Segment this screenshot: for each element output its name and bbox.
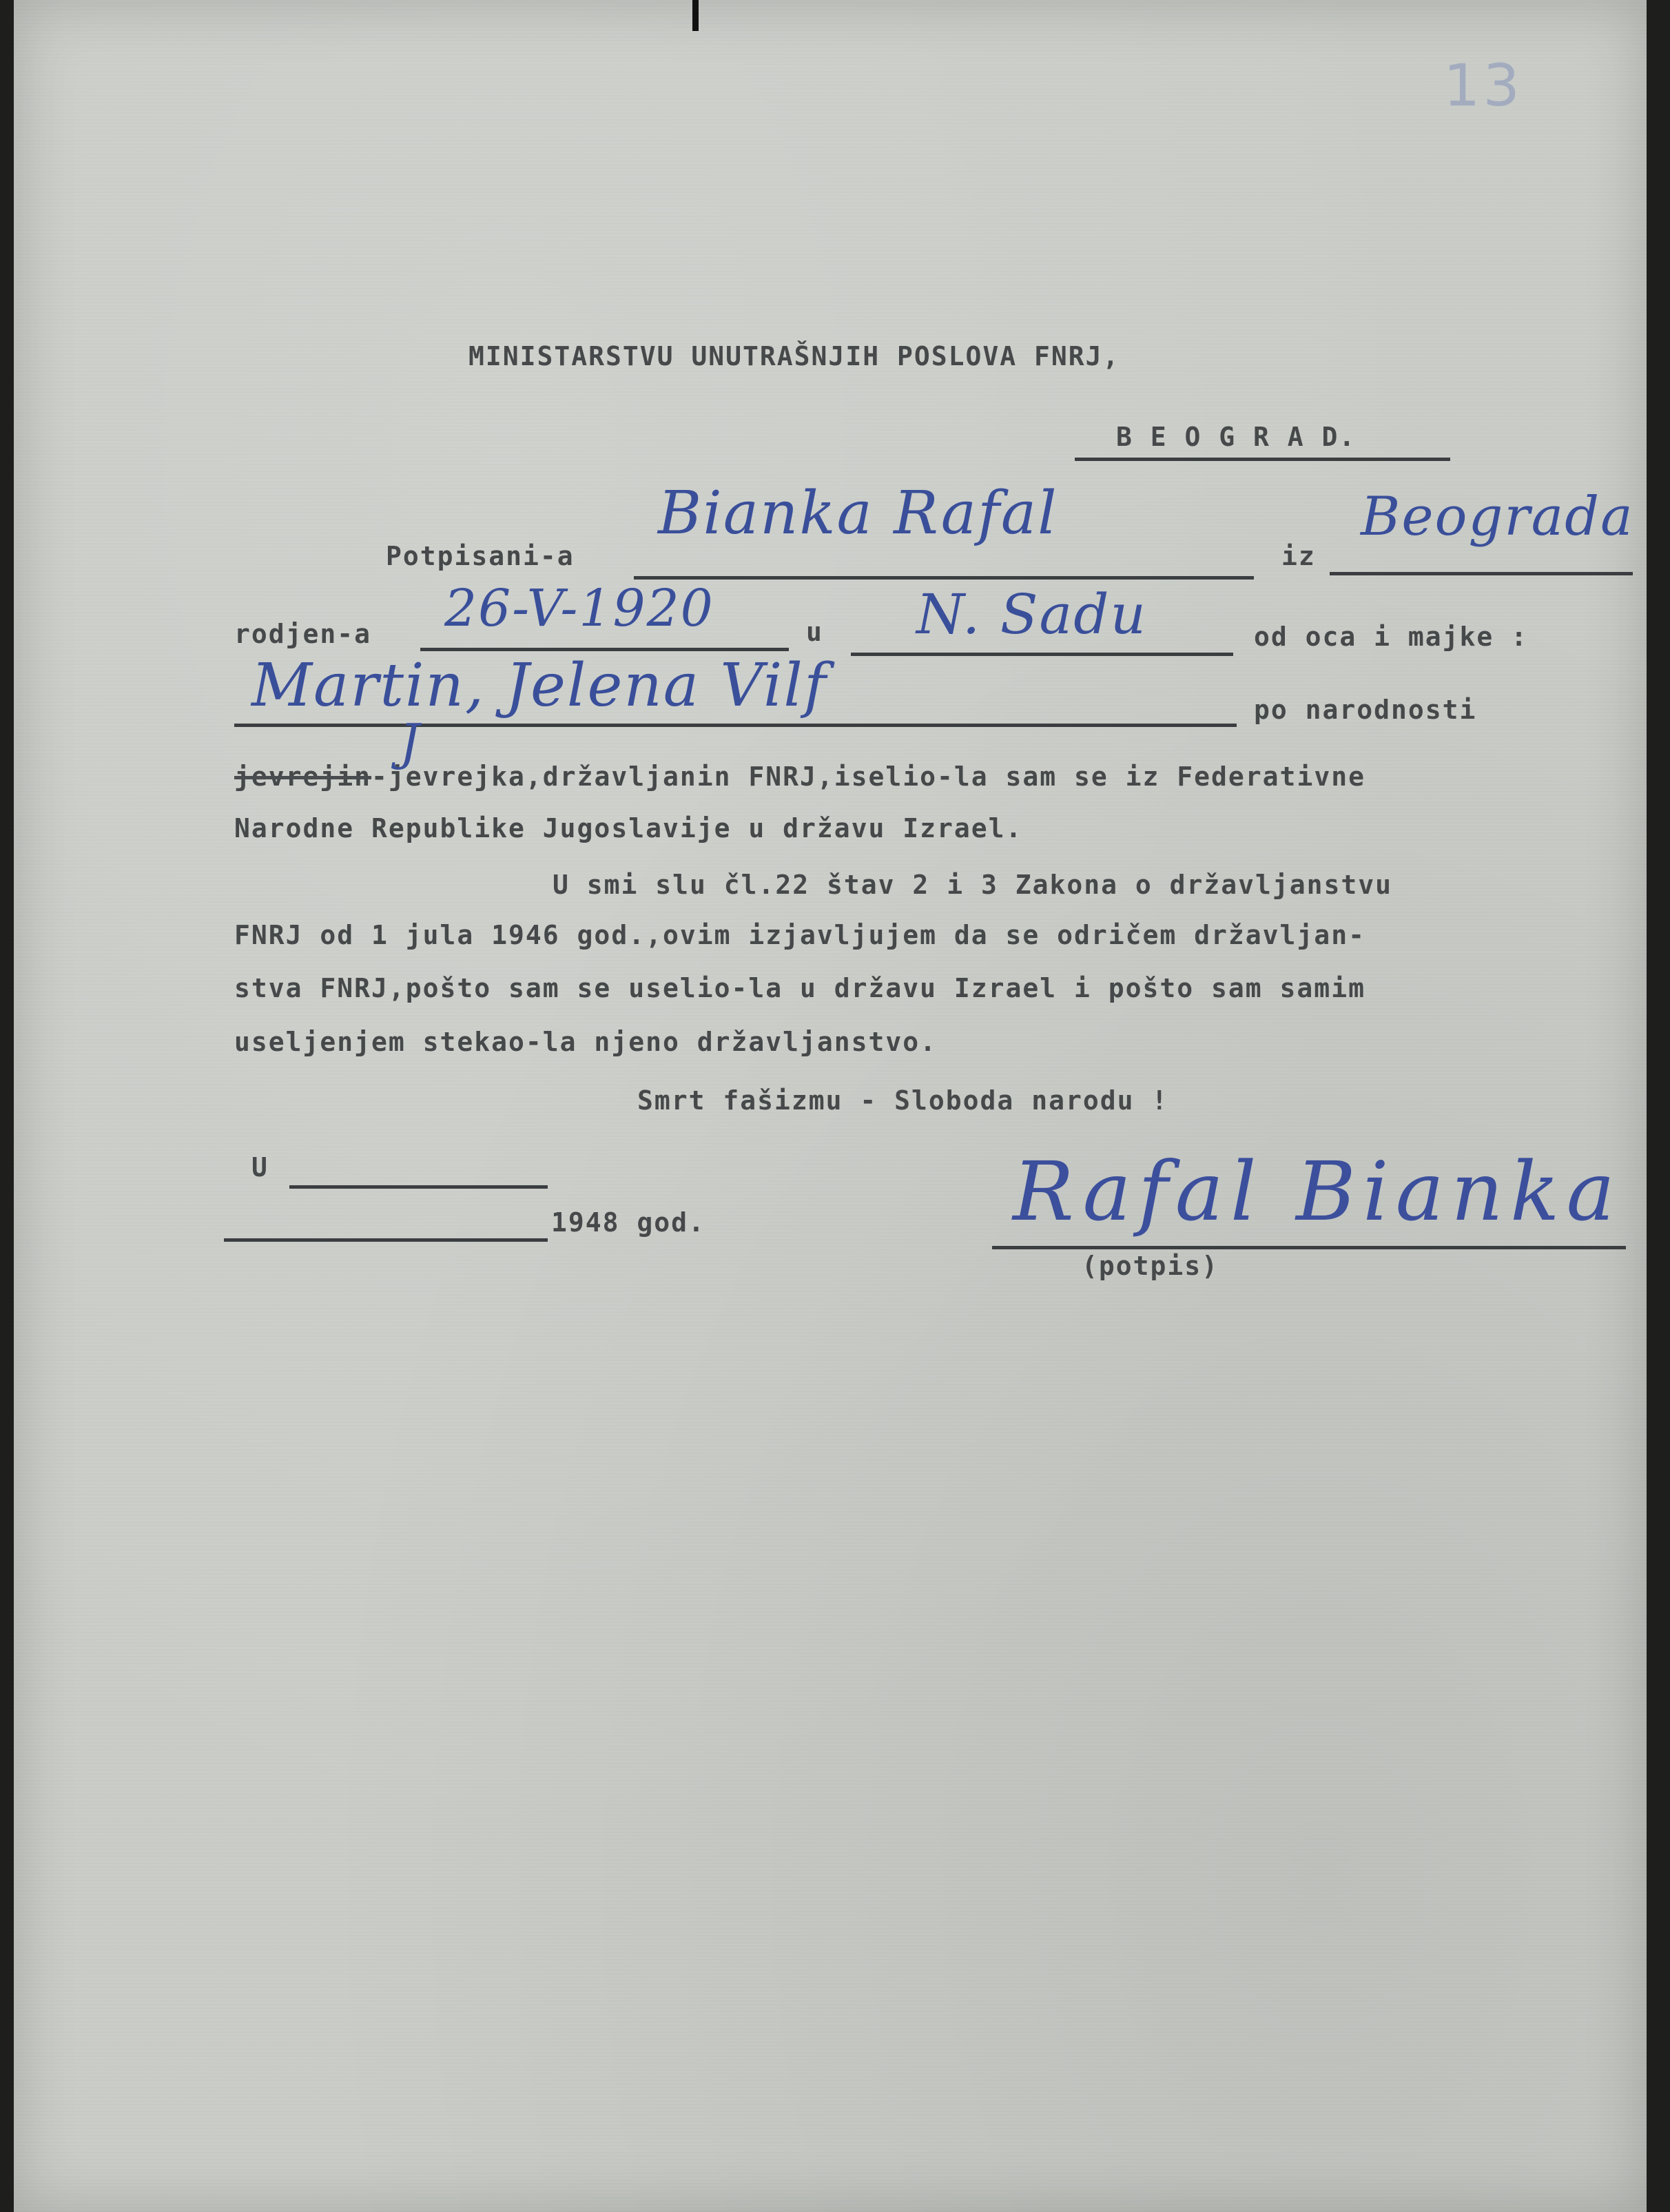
- city-underline: [1075, 458, 1450, 461]
- document-page: [14, 0, 1647, 2212]
- born-place: N. Sadu: [916, 582, 1147, 646]
- body-line-2: FNRJ od 1 jula 1946 god.,ovim izjavljujem da se odričem državljan-: [234, 920, 1365, 950]
- signature-caption: (potpis): [1082, 1251, 1219, 1281]
- born-label: rodjen-a: [234, 619, 372, 649]
- parents-label: od oca i majke :: [1254, 622, 1529, 652]
- place-label: U: [251, 1152, 269, 1182]
- from-city: Beograda: [1361, 486, 1634, 548]
- page-number: 13: [1443, 52, 1523, 119]
- year-label: 1948 god.: [551, 1207, 705, 1238]
- parents-line: [234, 724, 1237, 727]
- place-line: [289, 1185, 548, 1189]
- body-line-1: U smi slu čl.22 štav 2 i 3 Zakona o državljanstvu: [553, 870, 1393, 900]
- date-line: [224, 1238, 548, 1242]
- from-label: iz: [1281, 541, 1316, 571]
- from-city-line: [1330, 572, 1633, 575]
- nationality-correction: J: [400, 713, 421, 771]
- signature-line: [992, 1246, 1626, 1249]
- slogan: Smrt fašizmu - Sloboda narodu !: [637, 1085, 1169, 1116]
- signed-label: Potpisani-a: [386, 541, 575, 571]
- signed-name-line: [634, 576, 1254, 580]
- signature: Rafal Bianka: [1013, 1144, 1622, 1239]
- republic-line: Narodne Republike Jugoslavije u državu Izrael.: [234, 813, 1023, 843]
- nationality-continuation: -jevrejka,državljanin FNRJ,iselio-la sam se iz Federativne: [371, 761, 1365, 792]
- struck-nationality: jevrejin: [234, 761, 372, 792]
- body-line-3: stva FNRJ,pošto sam se uselio-la u državu Izrael i pošto sam samim: [234, 973, 1365, 1003]
- born-place-line: [851, 653, 1233, 656]
- ministry-heading: MINISTARSTVU UNUTRAŠNJIH POSLOVA FNRJ,: [468, 341, 1120, 371]
- nationality-label: po narodnosti: [1254, 695, 1477, 725]
- body-line-4: useljenjem stekao-la njeno državljanstvo.: [234, 1027, 937, 1057]
- parents-names: Martin, Jelena Vilf: [251, 651, 827, 720]
- in-label: u: [806, 617, 823, 647]
- top-mark: [692, 0, 699, 31]
- city-heading: B E O G R A D.: [1116, 422, 1357, 452]
- born-date: 26-V-1920: [444, 579, 714, 638]
- signed-name: Bianka Rafal: [658, 479, 1058, 548]
